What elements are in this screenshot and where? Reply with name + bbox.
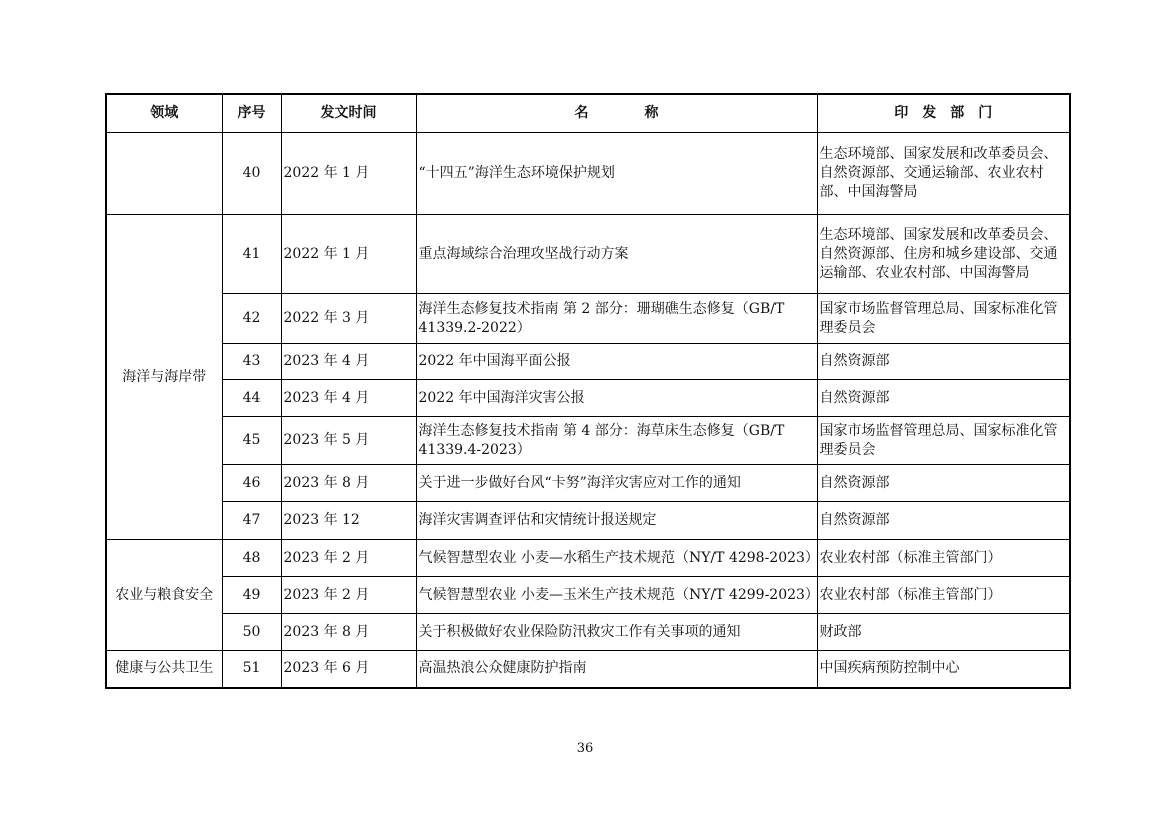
table-row xyxy=(106,465,1070,502)
row-no: 47 xyxy=(222,502,281,540)
table-row xyxy=(106,651,1070,688)
row-no: 42 xyxy=(222,294,281,344)
header-date: 发文时间 xyxy=(281,94,416,133)
row-issuer: 农业农村部（标准主管部门） xyxy=(817,540,1070,577)
row-no: 43 xyxy=(222,344,281,380)
row-no: 50 xyxy=(222,614,281,651)
row-issuer: 国家市场监督管理总局、国家标准化管理委员会 xyxy=(817,294,1070,344)
row-issuer: 财政部 xyxy=(817,614,1070,651)
row-name: 海洋生态修复技术指南 第 2 部分：珊瑚礁生态修复（GB/T 41339.2-2022） xyxy=(416,294,817,344)
row-name: 重点海域综合治理攻坚战行动方案 xyxy=(416,215,817,294)
table-row xyxy=(106,614,1070,651)
row-issuer: 自然资源部 xyxy=(817,380,1070,417)
row-no: 51 xyxy=(222,651,281,688)
row-issuer: 中国疾病预防控制中心 xyxy=(817,651,1070,688)
row-date: 2023 年 8 月 xyxy=(281,614,416,651)
header-field: 领域 xyxy=(106,94,222,133)
row-no: 46 xyxy=(222,465,281,502)
header-row xyxy=(106,94,1070,133)
header-no: 序号 xyxy=(222,94,281,133)
row-no: 49 xyxy=(222,577,281,614)
row-date: 2023 年 2 月 xyxy=(281,540,416,577)
row-issuer: 国家市场监督管理总局、国家标准化管理委员会 xyxy=(817,417,1070,465)
row-name: 2022 年中国海平面公报 xyxy=(416,344,817,380)
row-issuer: 生态环境部、国家发展和改革委员会、自然资源部、住房和城乡建设部、交通运输部、农业农村部、中国海警局 xyxy=(817,215,1070,294)
row-no: 48 xyxy=(222,540,281,577)
row-name: 海洋生态修复技术指南 第 4 部分：海草床生态修复（GB/T 41339.4-2023） xyxy=(416,417,817,465)
row-name: “十四五”海洋生态环境保护规划 xyxy=(416,133,817,215)
header-name: 名 称 xyxy=(416,94,817,133)
table-row xyxy=(106,133,1070,215)
row-date: 2023 年 12 xyxy=(281,502,416,540)
row-no: 40 xyxy=(222,133,281,215)
row-name: 高温热浪公众健康防护指南 xyxy=(416,651,817,688)
row-name: 气候智慧型农业 小麦—玉米生产技术规范（NY/T 4299-2023） xyxy=(416,577,817,614)
row-no: 44 xyxy=(222,380,281,417)
row-date: 2023 年 8 月 xyxy=(281,465,416,502)
row-name: 海洋灾害调查评估和灾情统计报送规定 xyxy=(416,502,817,540)
row-no: 41 xyxy=(222,215,281,294)
row-date: 2023 年 4 月 xyxy=(281,344,416,380)
page-number: 36 xyxy=(576,741,594,756)
table-row xyxy=(106,540,1070,577)
row-issuer: 自然资源部 xyxy=(817,465,1070,502)
field-agriculture: 农业与粮食安全 xyxy=(106,540,222,651)
row-name: 2022 年中国海洋灾害公报 xyxy=(416,380,817,417)
row-name: 关于进一步做好台风“卡努”海洋灾害应对工作的通知 xyxy=(416,465,817,502)
row-date: 2023 年 2 月 xyxy=(281,577,416,614)
table-row xyxy=(106,215,1070,294)
field-health: 健康与公共卫生 xyxy=(106,651,222,688)
row-name: 气候智慧型农业 小麦—水稻生产技术规范（NY/T 4298-2023） xyxy=(416,540,817,577)
row-date: 2023 年 6 月 xyxy=(281,651,416,688)
row-issuer: 生态环境部、国家发展和改革委员会、自然资源部、交通运输部、农业农村部、中国海警局 xyxy=(817,133,1070,215)
table-row xyxy=(106,344,1070,380)
row-no: 45 xyxy=(222,417,281,465)
row-name: 关于积极做好农业保险防汛救灾工作有关事项的通知 xyxy=(416,614,817,651)
row-issuer: 农业农村部（标准主管部门） xyxy=(817,577,1070,614)
document-table xyxy=(105,93,1071,689)
row-date: 2022 年 1 月 xyxy=(281,215,416,294)
row-date: 2022 年 3 月 xyxy=(281,294,416,344)
row-issuer: 自然资源部 xyxy=(817,502,1070,540)
header-issuer: 印 发 部 门 xyxy=(817,94,1070,133)
row-date: 2022 年 1 月 xyxy=(281,133,416,215)
table-row xyxy=(106,502,1070,540)
table-row xyxy=(106,294,1070,344)
table-row xyxy=(106,380,1070,417)
table-row xyxy=(106,577,1070,614)
row-date: 2023 年 5 月 xyxy=(281,417,416,465)
field-ocean: 海洋与海岸带 xyxy=(106,215,222,540)
table-row xyxy=(106,417,1070,465)
row-issuer: 自然资源部 xyxy=(817,344,1070,380)
row-date: 2023 年 4 月 xyxy=(281,380,416,417)
field-cell-empty xyxy=(106,133,222,215)
